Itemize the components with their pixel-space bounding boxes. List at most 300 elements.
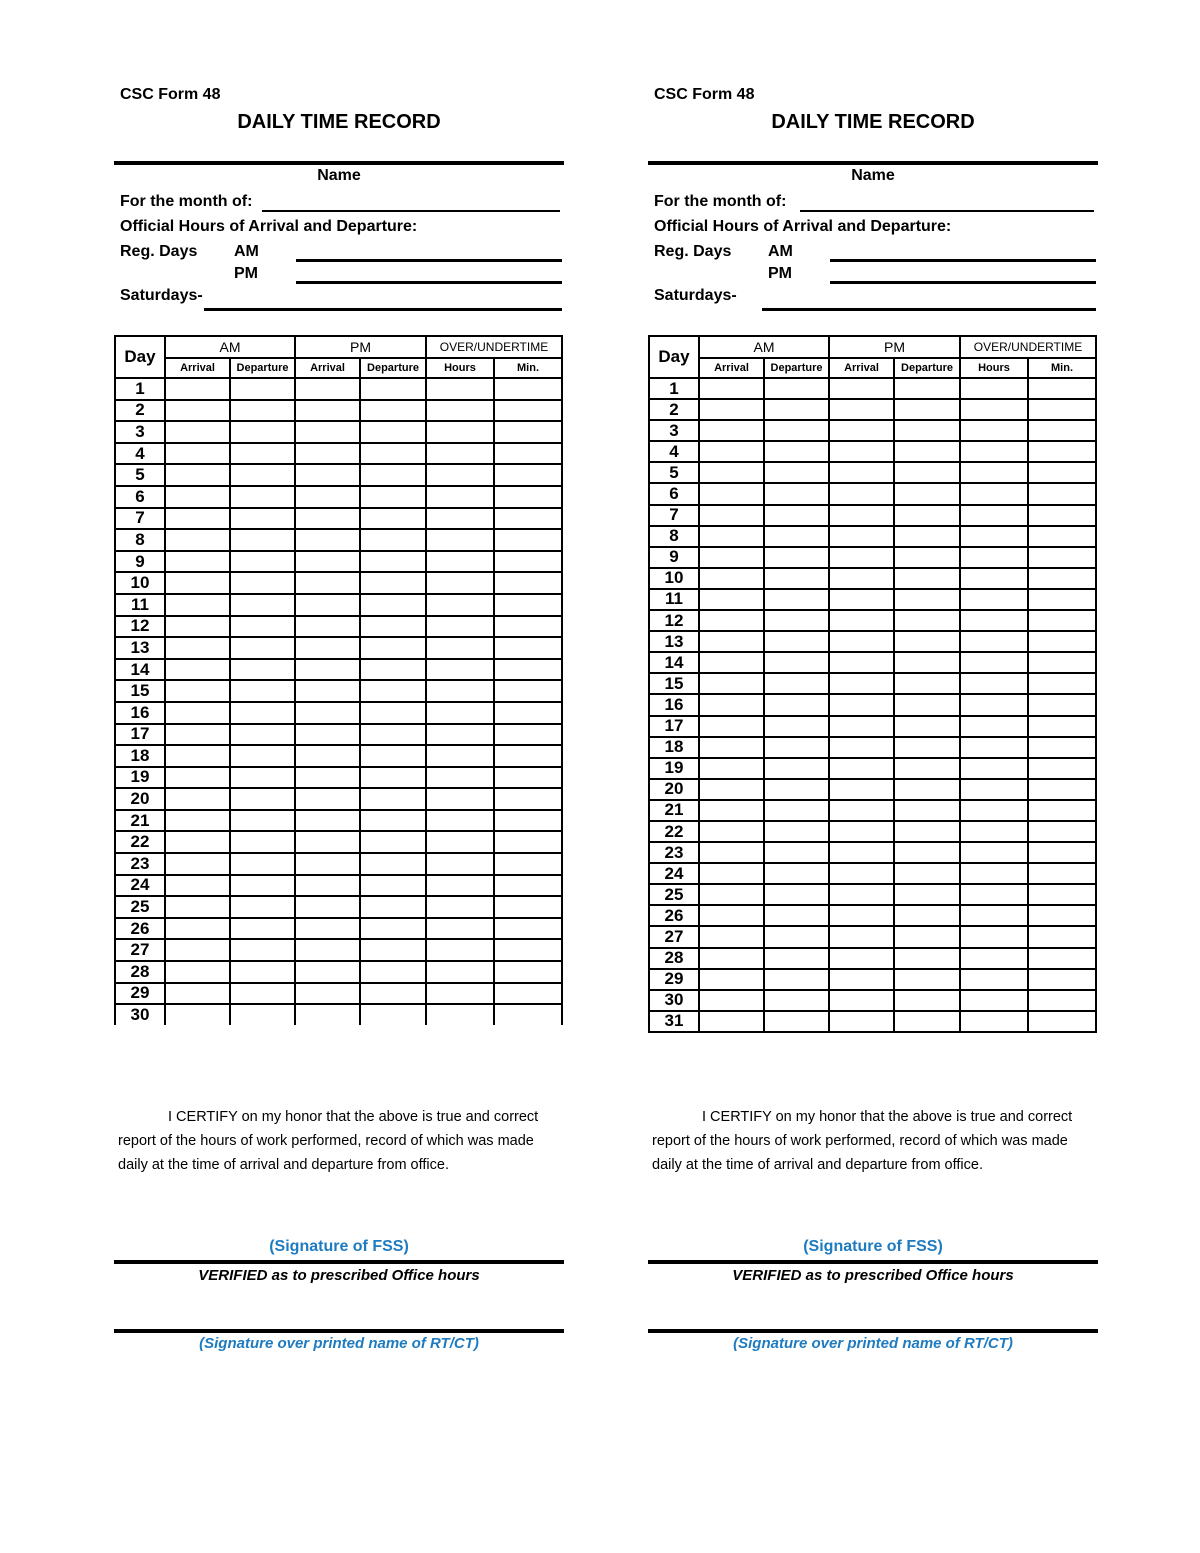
min-cell[interactable] (494, 486, 562, 508)
hours-cell[interactable] (960, 863, 1028, 884)
am-arrival-cell[interactable] (165, 961, 230, 983)
am-arrival-cell[interactable] (165, 875, 230, 897)
pm-arrival-cell[interactable] (295, 702, 360, 724)
am-departure-cell[interactable] (230, 529, 295, 551)
pm-arrival-cell[interactable] (295, 983, 360, 1005)
min-cell[interactable] (494, 616, 562, 638)
min-cell[interactable] (494, 853, 562, 875)
pm-arrival-cell[interactable] (829, 969, 894, 990)
pm-arrival-cell[interactable] (829, 821, 894, 842)
min-cell[interactable] (1028, 526, 1096, 547)
pm-arrival-cell[interactable] (295, 616, 360, 638)
pm-arrival-cell[interactable] (295, 680, 360, 702)
saturdays-field[interactable] (204, 308, 562, 311)
hours-cell[interactable] (960, 1011, 1028, 1032)
am-arrival-cell[interactable] (699, 821, 764, 842)
am-departure-cell[interactable] (764, 652, 829, 673)
pm-departure-cell[interactable] (894, 610, 960, 631)
am-arrival-cell[interactable] (165, 853, 230, 875)
name-line[interactable] (648, 161, 1098, 165)
am-departure-cell[interactable] (764, 842, 829, 863)
hours-cell[interactable] (426, 378, 494, 400)
pm-arrival-cell[interactable] (829, 441, 894, 462)
min-cell[interactable] (494, 702, 562, 724)
hours-cell[interactable] (960, 969, 1028, 990)
pm-departure-cell[interactable] (360, 875, 426, 897)
am-arrival-cell[interactable] (165, 594, 230, 616)
pm-arrival-cell[interactable] (829, 737, 894, 758)
pm-arrival-cell[interactable] (295, 961, 360, 983)
pm-arrival-cell[interactable] (295, 464, 360, 486)
am-arrival-cell[interactable] (165, 810, 230, 832)
am-arrival-cell[interactable] (165, 616, 230, 638)
hours-cell[interactable] (960, 737, 1028, 758)
pm-arrival-cell[interactable] (295, 378, 360, 400)
am-departure-cell[interactable] (764, 610, 829, 631)
am-departure-cell[interactable] (230, 443, 295, 465)
am-arrival-cell[interactable] (699, 505, 764, 526)
pm-departure-cell[interactable] (894, 758, 960, 779)
month-field[interactable] (262, 210, 560, 212)
min-cell[interactable] (1028, 483, 1096, 504)
min-cell[interactable] (1028, 568, 1096, 589)
pm-arrival-cell[interactable] (829, 673, 894, 694)
min-cell[interactable] (494, 594, 562, 616)
min-cell[interactable] (1028, 610, 1096, 631)
min-cell[interactable] (494, 378, 562, 400)
am-arrival-cell[interactable] (165, 659, 230, 681)
pm-arrival-cell[interactable] (829, 568, 894, 589)
pm-arrival-cell[interactable] (829, 547, 894, 568)
am-arrival-cell[interactable] (699, 694, 764, 715)
min-cell[interactable] (1028, 547, 1096, 568)
pm-arrival-cell[interactable] (829, 758, 894, 779)
hours-cell[interactable] (960, 610, 1028, 631)
hours-cell[interactable] (960, 842, 1028, 863)
min-cell[interactable] (494, 745, 562, 767)
pm-departure-cell[interactable] (360, 788, 426, 810)
am-arrival-cell[interactable] (165, 983, 230, 1005)
min-cell[interactable] (494, 961, 562, 983)
am-arrival-cell[interactable] (165, 702, 230, 724)
am-arrival-cell[interactable] (165, 767, 230, 789)
am-departure-cell[interactable] (764, 821, 829, 842)
am-arrival-cell[interactable] (699, 673, 764, 694)
signature-rt-line[interactable] (648, 1329, 1098, 1333)
am-arrival-cell[interactable] (165, 788, 230, 810)
min-cell[interactable] (494, 810, 562, 832)
pm-arrival-cell[interactable] (829, 378, 894, 399)
am-arrival-cell[interactable] (165, 464, 230, 486)
hours-cell[interactable] (960, 547, 1028, 568)
pm-arrival-cell[interactable] (829, 610, 894, 631)
am-departure-cell[interactable] (764, 505, 829, 526)
hours-cell[interactable] (426, 464, 494, 486)
pm-departure-cell[interactable] (360, 853, 426, 875)
hours-cell[interactable] (426, 918, 494, 940)
min-cell[interactable] (494, 918, 562, 940)
am-departure-cell[interactable] (230, 572, 295, 594)
pm-arrival-cell[interactable] (829, 779, 894, 800)
min-cell[interactable] (494, 529, 562, 551)
hours-cell[interactable] (426, 572, 494, 594)
am-arrival-cell[interactable] (699, 737, 764, 758)
pm-arrival-cell[interactable] (829, 631, 894, 652)
pm-departure-cell[interactable] (894, 905, 960, 926)
min-cell[interactable] (1028, 631, 1096, 652)
pm-departure-cell[interactable] (894, 969, 960, 990)
pm-arrival-cell[interactable] (295, 810, 360, 832)
am-departure-cell[interactable] (764, 926, 829, 947)
min-cell[interactable] (494, 551, 562, 573)
pm-departure-cell[interactable] (894, 842, 960, 863)
am-departure-cell[interactable] (230, 680, 295, 702)
pm-arrival-cell[interactable] (829, 842, 894, 863)
am-departure-cell[interactable] (230, 896, 295, 918)
am-departure-cell[interactable] (764, 441, 829, 462)
pm-departure-cell[interactable] (360, 961, 426, 983)
min-cell[interactable] (494, 1004, 562, 1025)
am-departure-cell[interactable] (230, 918, 295, 940)
am-departure-cell[interactable] (230, 464, 295, 486)
min-cell[interactable] (494, 400, 562, 422)
am-arrival-cell[interactable] (165, 745, 230, 767)
pm-departure-cell[interactable] (894, 589, 960, 610)
hours-cell[interactable] (426, 594, 494, 616)
am-arrival-cell[interactable] (165, 400, 230, 422)
am-departure-cell[interactable] (230, 551, 295, 573)
am-arrival-cell[interactable] (165, 378, 230, 400)
pm-departure-cell[interactable] (894, 673, 960, 694)
pm-arrival-cell[interactable] (295, 486, 360, 508)
am-departure-cell[interactable] (764, 905, 829, 926)
am-arrival-cell[interactable] (699, 378, 764, 399)
min-cell[interactable] (1028, 420, 1096, 441)
pm-departure-cell[interactable] (360, 616, 426, 638)
am-departure-cell[interactable] (764, 631, 829, 652)
pm-departure-cell[interactable] (894, 441, 960, 462)
pm-arrival-cell[interactable] (295, 918, 360, 940)
pm-arrival-cell[interactable] (829, 483, 894, 504)
pm-arrival-cell[interactable] (829, 420, 894, 441)
pm-departure-cell[interactable] (360, 400, 426, 422)
pm-departure-cell[interactable] (360, 421, 426, 443)
hours-cell[interactable] (426, 724, 494, 746)
pm-departure-cell[interactable] (894, 800, 960, 821)
pm-departure-cell[interactable] (894, 483, 960, 504)
am-arrival-cell[interactable] (165, 551, 230, 573)
am-arrival-cell[interactable] (699, 863, 764, 884)
pm-arrival-cell[interactable] (829, 399, 894, 420)
pm-arrival-cell[interactable] (295, 1004, 360, 1025)
min-cell[interactable] (1028, 842, 1096, 863)
hours-cell[interactable] (426, 1004, 494, 1025)
pm-arrival-cell[interactable] (295, 421, 360, 443)
am-departure-cell[interactable] (764, 589, 829, 610)
pm-departure-cell[interactable] (894, 526, 960, 547)
am-arrival-cell[interactable] (165, 443, 230, 465)
hours-cell[interactable] (426, 637, 494, 659)
am-departure-cell[interactable] (764, 1011, 829, 1032)
am-departure-cell[interactable] (230, 421, 295, 443)
hours-cell[interactable] (426, 810, 494, 832)
pm-departure-cell[interactable] (360, 378, 426, 400)
am-arrival-cell[interactable] (165, 831, 230, 853)
am-departure-cell[interactable] (230, 767, 295, 789)
pm-departure-cell[interactable] (894, 505, 960, 526)
min-cell[interactable] (1028, 462, 1096, 483)
am-departure-cell[interactable] (764, 526, 829, 547)
pm-departure-cell[interactable] (360, 767, 426, 789)
pm-arrival-cell[interactable] (295, 659, 360, 681)
hours-cell[interactable] (960, 505, 1028, 526)
am-departure-cell[interactable] (230, 702, 295, 724)
pm-departure-cell[interactable] (894, 779, 960, 800)
min-cell[interactable] (494, 983, 562, 1005)
min-cell[interactable] (1028, 948, 1096, 969)
saturdays-field[interactable] (762, 308, 1096, 311)
am-departure-cell[interactable] (230, 939, 295, 961)
am-departure-cell[interactable] (230, 961, 295, 983)
min-cell[interactable] (494, 939, 562, 961)
min-cell[interactable] (494, 875, 562, 897)
am-arrival-cell[interactable] (699, 842, 764, 863)
hours-cell[interactable] (960, 694, 1028, 715)
am-arrival-cell[interactable] (699, 399, 764, 420)
am-departure-cell[interactable] (230, 983, 295, 1005)
am-arrival-cell[interactable] (699, 969, 764, 990)
hours-cell[interactable] (426, 400, 494, 422)
min-cell[interactable] (1028, 673, 1096, 694)
am-arrival-cell[interactable] (699, 420, 764, 441)
pm-departure-cell[interactable] (894, 652, 960, 673)
hours-cell[interactable] (426, 831, 494, 853)
min-cell[interactable] (1028, 694, 1096, 715)
pm-departure-cell[interactable] (894, 926, 960, 947)
pm-arrival-cell[interactable] (829, 716, 894, 737)
am-arrival-cell[interactable] (699, 905, 764, 926)
pm-departure-cell[interactable] (894, 821, 960, 842)
am-arrival-cell[interactable] (699, 716, 764, 737)
pm-arrival-cell[interactable] (295, 529, 360, 551)
pm-departure-cell[interactable] (894, 737, 960, 758)
am-arrival-cell[interactable] (165, 680, 230, 702)
pm-departure-cell[interactable] (360, 508, 426, 530)
pm-arrival-cell[interactable] (829, 800, 894, 821)
am-departure-cell[interactable] (230, 724, 295, 746)
am-departure-cell[interactable] (230, 659, 295, 681)
pm-arrival-cell[interactable] (295, 831, 360, 853)
pm-arrival-cell[interactable] (295, 853, 360, 875)
am-arrival-cell[interactable] (699, 568, 764, 589)
min-cell[interactable] (494, 637, 562, 659)
hours-cell[interactable] (960, 462, 1028, 483)
hours-cell[interactable] (426, 939, 494, 961)
am-departure-cell[interactable] (764, 568, 829, 589)
min-cell[interactable] (1028, 716, 1096, 737)
pm-departure-cell[interactable] (894, 420, 960, 441)
pm-arrival-cell[interactable] (829, 694, 894, 715)
am-departure-cell[interactable] (764, 399, 829, 420)
pm-departure-cell[interactable] (360, 443, 426, 465)
hours-cell[interactable] (426, 551, 494, 573)
pm-departure-cell[interactable] (360, 680, 426, 702)
min-cell[interactable] (1028, 969, 1096, 990)
pm-arrival-cell[interactable] (295, 875, 360, 897)
am-arrival-cell[interactable] (699, 779, 764, 800)
pm-arrival-cell[interactable] (829, 526, 894, 547)
pm-arrival-cell[interactable] (295, 572, 360, 594)
hours-cell[interactable] (426, 659, 494, 681)
pm-departure-cell[interactable] (360, 896, 426, 918)
pm-arrival-cell[interactable] (829, 884, 894, 905)
am-departure-cell[interactable] (230, 831, 295, 853)
pm-arrival-cell[interactable] (295, 508, 360, 530)
pm-departure-cell[interactable] (360, 745, 426, 767)
hours-cell[interactable] (960, 652, 1028, 673)
pm-departure-cell[interactable] (360, 939, 426, 961)
am-arrival-cell[interactable] (699, 462, 764, 483)
pm-arrival-cell[interactable] (295, 939, 360, 961)
pm-arrival-cell[interactable] (829, 1011, 894, 1032)
am-arrival-cell[interactable] (165, 918, 230, 940)
hours-cell[interactable] (426, 421, 494, 443)
am-departure-cell[interactable] (764, 737, 829, 758)
hours-cell[interactable] (960, 990, 1028, 1011)
pm-arrival-cell[interactable] (295, 637, 360, 659)
am-arrival-cell[interactable] (699, 948, 764, 969)
pm-departure-cell[interactable] (894, 716, 960, 737)
pm-departure-cell[interactable] (894, 694, 960, 715)
pm-departure-cell[interactable] (360, 1004, 426, 1025)
am-departure-cell[interactable] (230, 594, 295, 616)
pm-departure-cell[interactable] (894, 1011, 960, 1032)
am-departure-cell[interactable] (764, 483, 829, 504)
pm-departure-cell[interactable] (360, 831, 426, 853)
pm-departure-cell[interactable] (360, 594, 426, 616)
am-departure-cell[interactable] (230, 378, 295, 400)
am-departure-cell[interactable] (230, 486, 295, 508)
pm-arrival-cell[interactable] (829, 462, 894, 483)
min-cell[interactable] (1028, 505, 1096, 526)
hours-cell[interactable] (960, 779, 1028, 800)
name-line[interactable] (114, 161, 564, 165)
hours-cell[interactable] (960, 420, 1028, 441)
min-cell[interactable] (1028, 652, 1096, 673)
am-departure-cell[interactable] (764, 969, 829, 990)
pm-departure-cell[interactable] (894, 948, 960, 969)
min-cell[interactable] (1028, 758, 1096, 779)
hours-cell[interactable] (426, 767, 494, 789)
am-departure-cell[interactable] (230, 400, 295, 422)
am-departure-cell[interactable] (764, 948, 829, 969)
pm-arrival-cell[interactable] (295, 443, 360, 465)
am-arrival-cell[interactable] (699, 758, 764, 779)
hours-cell[interactable] (960, 399, 1028, 420)
reg-am-field[interactable] (296, 259, 562, 262)
am-arrival-cell[interactable] (699, 652, 764, 673)
hours-cell[interactable] (960, 631, 1028, 652)
pm-departure-cell[interactable] (894, 568, 960, 589)
pm-departure-cell[interactable] (894, 990, 960, 1011)
min-cell[interactable] (494, 572, 562, 594)
hours-cell[interactable] (426, 961, 494, 983)
am-arrival-cell[interactable] (699, 547, 764, 568)
hours-cell[interactable] (960, 483, 1028, 504)
am-arrival-cell[interactable] (165, 421, 230, 443)
hours-cell[interactable] (426, 529, 494, 551)
am-arrival-cell[interactable] (699, 526, 764, 547)
hours-cell[interactable] (426, 616, 494, 638)
min-cell[interactable] (1028, 990, 1096, 1011)
pm-arrival-cell[interactable] (295, 788, 360, 810)
pm-departure-cell[interactable] (360, 551, 426, 573)
pm-arrival-cell[interactable] (829, 863, 894, 884)
am-arrival-cell[interactable] (699, 800, 764, 821)
am-arrival-cell[interactable] (165, 486, 230, 508)
min-cell[interactable] (494, 464, 562, 486)
pm-departure-cell[interactable] (360, 486, 426, 508)
min-cell[interactable] (1028, 800, 1096, 821)
min-cell[interactable] (494, 788, 562, 810)
am-arrival-cell[interactable] (699, 990, 764, 1011)
hours-cell[interactable] (426, 680, 494, 702)
pm-departure-cell[interactable] (360, 464, 426, 486)
pm-arrival-cell[interactable] (829, 926, 894, 947)
hours-cell[interactable] (426, 896, 494, 918)
pm-arrival-cell[interactable] (829, 990, 894, 1011)
min-cell[interactable] (1028, 863, 1096, 884)
pm-arrival-cell[interactable] (829, 905, 894, 926)
am-departure-cell[interactable] (764, 884, 829, 905)
am-arrival-cell[interactable] (165, 529, 230, 551)
am-arrival-cell[interactable] (165, 572, 230, 594)
pm-arrival-cell[interactable] (295, 767, 360, 789)
hours-cell[interactable] (426, 702, 494, 724)
min-cell[interactable] (494, 724, 562, 746)
am-arrival-cell[interactable] (699, 631, 764, 652)
min-cell[interactable] (494, 659, 562, 681)
am-arrival-cell[interactable] (699, 483, 764, 504)
am-departure-cell[interactable] (230, 745, 295, 767)
hours-cell[interactable] (960, 673, 1028, 694)
pm-departure-cell[interactable] (894, 631, 960, 652)
pm-departure-cell[interactable] (894, 884, 960, 905)
pm-departure-cell[interactable] (360, 659, 426, 681)
hours-cell[interactable] (960, 800, 1028, 821)
min-cell[interactable] (494, 508, 562, 530)
hours-cell[interactable] (960, 568, 1028, 589)
hours-cell[interactable] (960, 526, 1028, 547)
pm-departure-cell[interactable] (894, 462, 960, 483)
min-cell[interactable] (1028, 884, 1096, 905)
am-departure-cell[interactable] (764, 673, 829, 694)
pm-arrival-cell[interactable] (295, 400, 360, 422)
am-departure-cell[interactable] (764, 863, 829, 884)
month-field[interactable] (800, 210, 1094, 212)
hours-cell[interactable] (426, 853, 494, 875)
hours-cell[interactable] (960, 884, 1028, 905)
min-cell[interactable] (494, 767, 562, 789)
am-arrival-cell[interactable] (165, 724, 230, 746)
pm-departure-cell[interactable] (360, 918, 426, 940)
am-departure-cell[interactable] (230, 788, 295, 810)
am-arrival-cell[interactable] (699, 610, 764, 631)
pm-departure-cell[interactable] (360, 702, 426, 724)
am-departure-cell[interactable] (764, 462, 829, 483)
signature-fss-line[interactable] (114, 1260, 564, 1264)
min-cell[interactable] (494, 443, 562, 465)
